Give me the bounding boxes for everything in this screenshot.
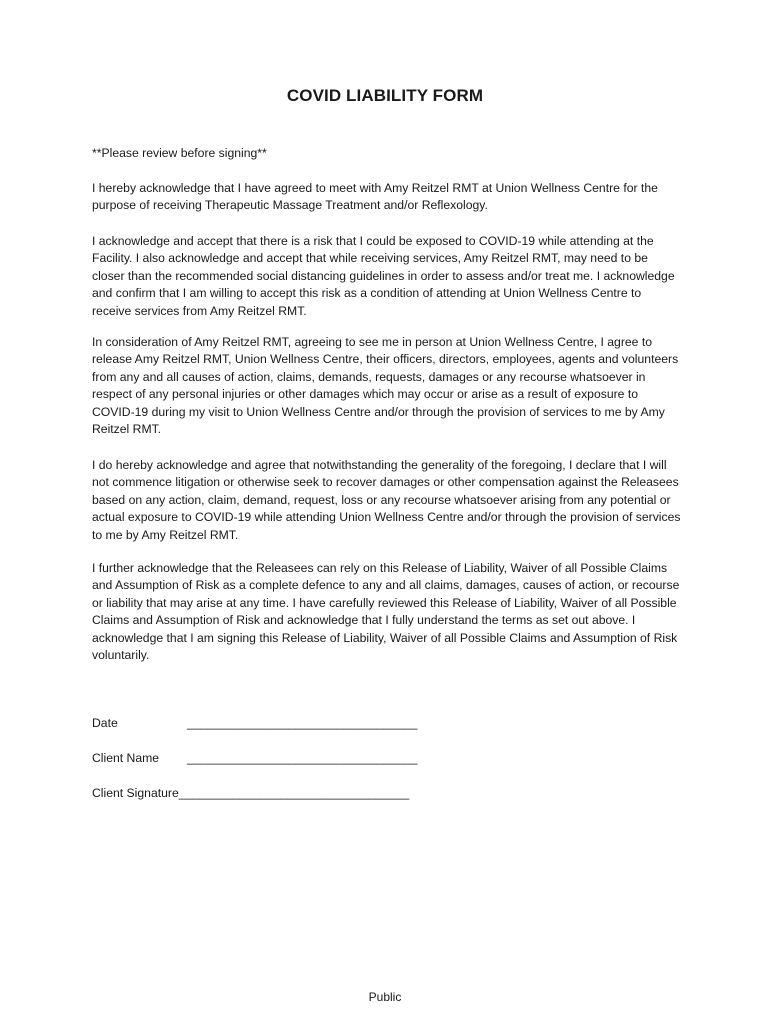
client-name-line[interactable]: __________________________________	[187, 751, 418, 765]
date-label: Date	[92, 716, 118, 730]
client-signature-label: Client Signature	[92, 786, 179, 800]
form-title: COVID LIABILITY FORM	[286, 86, 484, 105]
client-signature-line[interactable]: __________________________________	[178, 786, 410, 800]
paragraph-agreement: I hereby acknowledge that I have agreed to meet with Amy Reitzel RMT at Union Wellness Centre for the purpose of receiving Therapeutic Massage Treatment and/or Reflexology.	[92, 181, 658, 213]
date-line[interactable]: __________________________________	[187, 716, 418, 730]
paragraph-release: In consideration of Amy Reitzel RMT, agreeing to see me in person at Union Wellness Centre, I agree to release Amy Reitzel RMT, Union Wellness Centre, their officers, directors, employees, agents and volunteers from any and all causes of action, claims, demands, requests, damages or any recourse whatsoever in respect of any personal injuries or other damages which may occur or arise as a result of exposure to COVID-19 during my visit to Union Wellness Centre and/or through the provision of services to me by Amy Reitzel RMT.	[92, 335, 679, 437]
date-field[interactable]	[92, 715, 418, 732]
client-name-label: Client Name	[92, 751, 160, 765]
paragraph-risk-acknowledgement: I acknowledge and accept that there is a risk that I could be exposed to COVID-19 while attending at the Facility. I also acknowledge and accept that while receiving services, Amy Reitzel RMT, may need to be closer than the recommended social distancing guidelines in order to assess and/or treat me. I acknowledge and confirm that I am willing to accept this risk as a condition of attending at Union Wellness Centre to receive services from Amy Reitzel RMT.	[92, 234, 675, 318]
client-name-field[interactable]	[92, 750, 418, 767]
client-signature-field[interactable]	[92, 785, 409, 802]
paragraph-waiver: I further acknowledge that the Releasees can rely on this Release of Liability, Waiver of all Possible Claims and Assumption of Risk as a complete defence to any and all claims, damages, causes of action, or recourse or liability that may arise at any time. I have carefully reviewed this Release of Liability, Waiver of all Possible Claims and Assumption of Risk and acknowledge that I fully understand the terms as set out above. I acknowledge that I am signing this Release of Liability, Waiver of all Possible Claims and Assumption of Risk voluntarily.	[92, 561, 680, 663]
paragraph-no-litigation: I do hereby acknowledge and agree that notwithstanding the generality of the foregoing, I declare that I will not commence litigation or otherwise seek to recover damages or other compensation against the Releasees based on any action, claim, demand, request, loss or any recourse whatsoever arising from any potential or actual exposure to COVID-19 while attending Union Wellness Centre and/or through the provision of services to me by Amy Reitzel RMT.	[92, 458, 681, 542]
review-note: **Please review before signing**	[92, 146, 267, 160]
footer-classification: Public	[368, 990, 402, 1004]
